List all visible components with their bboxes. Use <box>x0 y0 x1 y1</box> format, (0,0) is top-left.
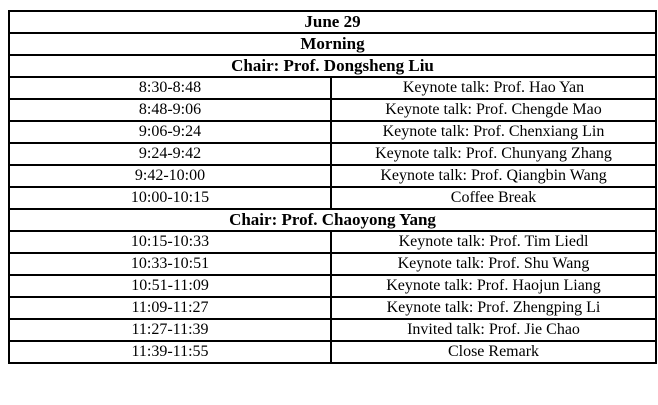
event-cell: Close Remark <box>331 341 656 363</box>
event-cell: Keynote talk: Prof. Chunyang Zhang <box>331 143 656 165</box>
conference-schedule-table <box>8 10 657 364</box>
session-header: Morning <box>9 33 656 55</box>
schedule-row <box>9 319 656 341</box>
schedule-row <box>9 77 656 99</box>
chair-header-row <box>9 209 656 231</box>
schedule-row <box>9 231 656 253</box>
event-cell: Keynote talk: Prof. Zhengping Li <box>331 297 656 319</box>
time-cell: 10:51-11:09 <box>9 275 331 297</box>
schedule-row <box>9 187 656 209</box>
date-header-row <box>9 11 656 33</box>
schedule-row <box>9 165 656 187</box>
schedule-row <box>9 253 656 275</box>
time-cell: 10:00-10:15 <box>9 187 331 209</box>
event-cell: Coffee Break <box>331 187 656 209</box>
event-cell: Keynote talk: Prof. Chengde Mao <box>331 99 656 121</box>
time-cell: 11:09-11:27 <box>9 297 331 319</box>
schedule-row <box>9 143 656 165</box>
time-cell: 8:30-8:48 <box>9 77 331 99</box>
chair-header: Chair: Prof. Chaoyong Yang <box>9 209 656 231</box>
schedule-row <box>9 99 656 121</box>
time-cell: 10:15-10:33 <box>9 231 331 253</box>
event-cell: Keynote talk: Prof. Hao Yan <box>331 77 656 99</box>
date-header: June 29 <box>9 11 656 33</box>
schedule-row <box>9 275 656 297</box>
chair-header: Chair: Prof. Dongsheng Liu <box>9 55 656 77</box>
event-cell: Keynote talk: Prof. Chenxiang Lin <box>331 121 656 143</box>
time-cell: 9:24-9:42 <box>9 143 331 165</box>
schedule-row <box>9 121 656 143</box>
time-cell: 11:39-11:55 <box>9 341 331 363</box>
chair-header-row <box>9 55 656 77</box>
event-cell: Keynote talk: Prof. Qiangbin Wang <box>331 165 656 187</box>
event-cell: Keynote talk: Prof. Tim Liedl <box>331 231 656 253</box>
schedule-row <box>9 297 656 319</box>
event-cell: Invited talk: Prof. Jie Chao <box>331 319 656 341</box>
time-cell: 8:48-9:06 <box>9 99 331 121</box>
time-cell: 11:27-11:39 <box>9 319 331 341</box>
time-cell: 9:42-10:00 <box>9 165 331 187</box>
schedule-row <box>9 341 656 363</box>
event-cell: Keynote talk: Prof. Haojun Liang <box>331 275 656 297</box>
time-cell: 9:06-9:24 <box>9 121 331 143</box>
event-cell: Keynote talk: Prof. Shu Wang <box>331 253 656 275</box>
time-cell: 10:33-10:51 <box>9 253 331 275</box>
session-header-row <box>9 33 656 55</box>
